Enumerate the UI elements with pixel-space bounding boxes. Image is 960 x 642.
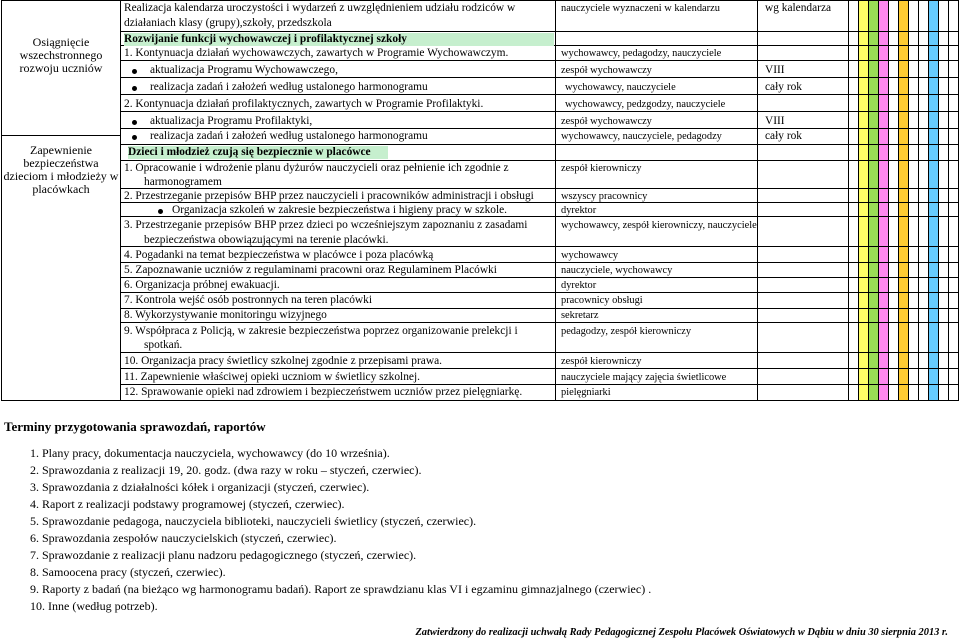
responsible: pielęgniarki	[561, 387, 611, 398]
deadline: cały rok	[765, 81, 803, 93]
responsible: nauczyciele mający zajęcia świetlicowe	[561, 372, 727, 383]
list-item: 8. Samoocena pracy (styczeń, czerwiec).	[30, 565, 226, 579]
bullet-icon	[132, 86, 137, 91]
responsible: dyrektor	[561, 280, 597, 291]
task-text: 2. Kontynuacja działań profilaktycznych, zawartych w Programie Profilaktyki.	[124, 98, 484, 110]
task-text: Realizacja kalendarza uroczystości i wydarzeń z uwzględnieniem udziału rodziców w	[124, 2, 516, 14]
responsible: wychowawcy	[561, 250, 619, 261]
row-separator	[120, 31, 959, 32]
task-text: 10. Organizacja pracy świetlicy szkolnej zgodnie z przepisami prawa.	[124, 355, 442, 367]
deadline: wg kalendarza	[765, 2, 832, 14]
bullet-icon	[132, 135, 137, 140]
list-item: 4. Raport z realizacji podstawy programowej (styczeń, czerwiec).	[30, 497, 345, 511]
responsible: pedagodzy, zespół kierowniczy	[561, 326, 692, 337]
responsible: zespół kierowniczy	[561, 356, 642, 367]
task-text: działaniach klasy (grupy),szkoły, przedszkola	[124, 17, 332, 29]
row-separator	[120, 352, 959, 353]
task-text: 5. Zapoznawanie uczniów z regulaminami pracowni oraz Regulaminem Placówki	[124, 264, 497, 276]
list-item: 1. Plany pracy, dokumentacja nauczyciela, wychowawcy (do 10 września).	[30, 446, 390, 460]
grid-line	[1, 0, 959, 1]
grid-line	[1, 400, 959, 401]
task-text: bezpieczeństwa obowiązującymi na terenie placówki.	[144, 234, 389, 246]
subheading: Dzieci i młodzież czują się bezpiecznie w placówce	[128, 146, 388, 159]
list-item: 2. Sprawozdania z realizacji 19, 20. godz. (dwa razy w roku – styczeń, czerwiec).	[30, 463, 422, 477]
deadline: VIII	[765, 115, 785, 127]
responsible: nauczyciele, wychowawcy	[561, 265, 673, 276]
responsible: pracownicy obsługi	[561, 295, 643, 306]
task-text: aktualizacja Programu Profilaktyki,	[150, 115, 313, 127]
task-text: harmonogramem	[144, 176, 222, 188]
row-separator	[120, 322, 959, 323]
terms-title: Terminy przygotowania sprawozdań, raportów	[4, 419, 266, 434]
subheading: Rozwijanie funkcji wychowawczej i profilaktycznej szkoły	[124, 33, 554, 46]
task-text: 12. Sprawowanie opieki nad zdrowiem i bezpieczeństwem uczniów przez pielęgniarkę.	[124, 386, 523, 398]
task-text: aktualizacja Programu Wychowawczego,	[150, 64, 338, 76]
bullet-icon	[132, 120, 137, 125]
row-separator	[120, 160, 959, 161]
bullet-icon	[158, 209, 163, 214]
deadline: cały rok	[765, 130, 803, 142]
row-separator	[120, 77, 959, 78]
row-separator	[120, 60, 959, 61]
list-item: 9. Raporty z badań (na bieżąco wg harmonogramu badań). Raport ze sprawdzianu klas VI i egzaminu gimnazjalnego (czerwiec) .	[30, 582, 652, 596]
list-item: 7. Sprawozdanie z realizacji planu nadzoru pedagogicznego (styczeń, czerwiec).	[30, 548, 417, 562]
responsible: wychowawcy, nauczyciele	[565, 82, 676, 93]
task-text: 3. Przestrzeganie przepisów BHP przez dzieci po wcześniejszym zapoznaniu z zasadami	[124, 219, 528, 231]
responsible: dyrektor	[561, 205, 597, 216]
responsible: zespół wychowawczy	[561, 65, 652, 76]
row-separator	[120, 384, 959, 385]
approval-footer: Zatwierdzony do realizacji uchwałą Rady Pedagogicznej Zespołu Placówek Oświatowych w Dąbiu w dniu 30 sierpnia 2013 r.	[415, 627, 948, 638]
responsible: wychowawcy, zespół kierowniczy, nauczyciele	[561, 220, 757, 231]
bullet-icon	[132, 69, 137, 74]
task-text: Organizacja szkoleń w zakresie bezpieczeństwa i higieny pracy w szkole.	[172, 204, 508, 216]
task-text: 4. Pogadanki na temat bezpieczeństwa w placówce i poza placówką	[124, 249, 434, 261]
row-separator	[120, 128, 959, 129]
task-text: 8. Wykorzystywanie monitoringu wizyjnego	[124, 309, 327, 321]
list-item: 3. Sprawozdania z działalności kółek i organizacji (styczeń, czerwiec).	[30, 480, 370, 494]
task-text: spotkań.	[144, 339, 183, 351]
list-item: 5. Sprawozdanie pedagoga, nauczyciela biblioteki, nauczycieli świetlicy (styczeń, czerwiec).	[30, 514, 477, 528]
section-label: Osiągnięcie wszechstronnego rozwoju uczniów	[19, 35, 103, 75]
task-text: realizacja zadań i założeń według ustalonego harmonogramu	[150, 81, 428, 93]
task-text: 1. Opracowanie i wdrożenie planu dyżurów nauczycieli oraz pełnienie ich zgodnie z	[124, 162, 509, 174]
responsible: wychowawcy, pedagodzy, nauczyciele	[561, 48, 722, 59]
task-text: 2. Przestrzeganie przepisów BHP przez nauczycieli i pracowników administracji i obsługi	[124, 190, 534, 202]
task-text: 6. Organizacja próbnej ewakuacji.	[124, 279, 280, 291]
row-separator	[120, 188, 959, 189]
responsible: wychowawcy, pedzgodzy, nauczyciele	[565, 99, 726, 110]
task-text: 11. Zapewnienie właściwej opieki uczniom w świetlicy szkolnej.	[124, 371, 420, 383]
grid-line	[1, 135, 121, 136]
row-separator	[120, 368, 959, 369]
responsible: zespół wychowawczy	[561, 116, 652, 127]
task-text: realizacja zadań i założeń według ustalonego harmonogramu	[150, 130, 428, 142]
deadline: VIII	[765, 64, 785, 76]
task-text: 9. Współpraca z Policją, w zakresie bezpieczeństwa poprzez organizowanie prelekcji i	[124, 325, 518, 337]
responsible: nauczyciele wyznaczeni w kalendarzu	[561, 3, 720, 14]
responsible: sekretarz	[561, 310, 599, 321]
row-separator	[120, 94, 959, 95]
row-separator	[120, 111, 959, 112]
row-separator	[120, 262, 959, 263]
row-separator	[120, 292, 959, 293]
row-separator	[120, 277, 959, 278]
responsible: wychowawcy, nauczyciele, pedagodzy	[561, 131, 722, 142]
list-item: 10. Inne (według potrzeb).	[30, 599, 158, 613]
section-label: Zapewnienie bezpieczeństwa dzieciom i młodzieży w placówkach	[3, 143, 119, 196]
responsible: wszyscy pracownicy	[561, 191, 648, 202]
task-text: 7. Kontrola wejść osób postronnych na teren placówki	[124, 294, 373, 306]
row-separator	[120, 144, 959, 145]
responsible: zespół kierowniczy	[561, 163, 642, 174]
task-text: 1. Kontynuacja działań wychowawczych, zawartych w Programie Wychowawczym.	[124, 47, 509, 59]
list-item: 6. Sprawozdania zespołów nauczycielskich (styczeń, czerwiec).	[30, 531, 337, 545]
